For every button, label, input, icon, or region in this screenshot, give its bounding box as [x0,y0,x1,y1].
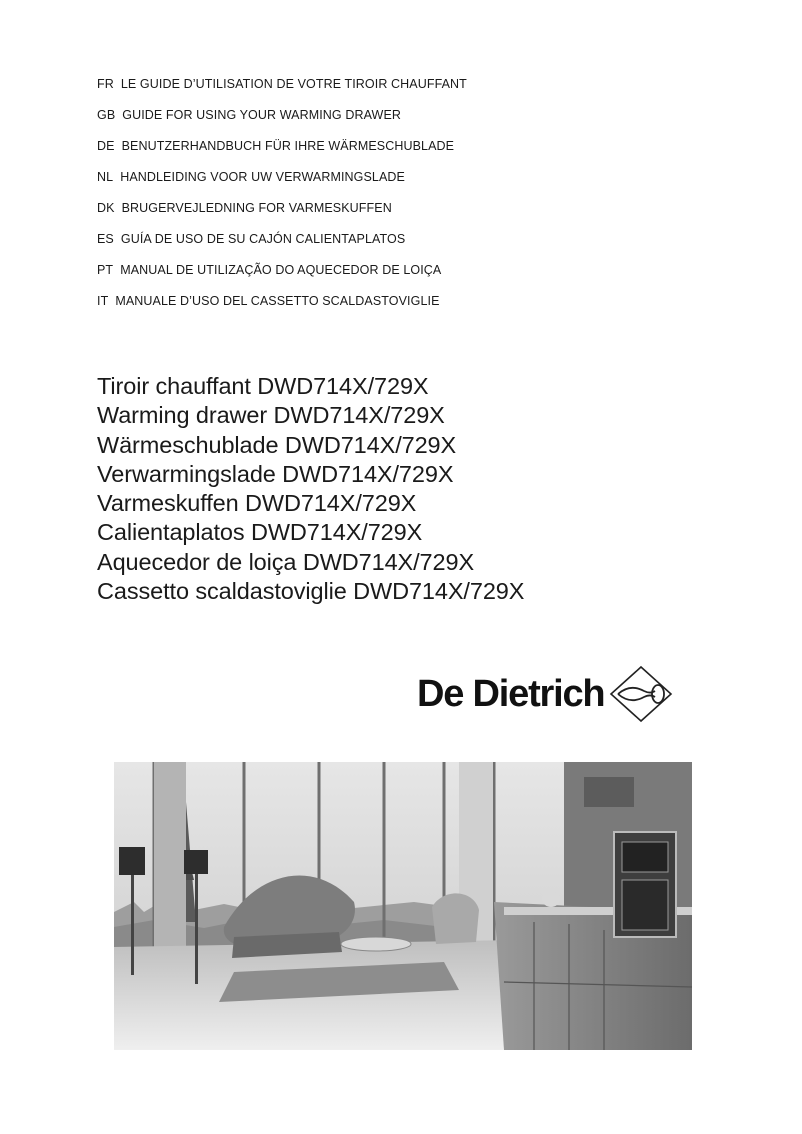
brand-logo [417,664,674,724]
guide-lang-code: ES [97,232,114,246]
brand-name: De Dietrich [417,673,605,715]
guide-lang-code: PT [97,263,114,277]
product-title-de: Wärmeschublade DWD714X/729X [97,431,457,458]
product-title-gb: Warming drawer DWD714X/729X [97,402,445,429]
guide-item-it [97,294,467,309]
guide-lang-code: FR [97,77,114,91]
product-title-dk: Varmeskuffen DWD714X/729X [97,490,417,517]
guide-text: GUÍA DE USO DE SU CAJÓN CALIENTAPLATOS [120,232,406,246]
guide-item-dk [97,201,467,216]
guide-lang-code: NL [97,170,114,184]
guide-lang-code: IT [97,294,109,308]
product-title-fr: Tiroir chauffant DWD714X/729X [97,373,429,399]
guide-lang-code: DE [97,139,115,153]
guide-text: MANUAL DE UTILIZAÇÃO DO AQUECEDOR DE LOIÇA [120,263,442,277]
product-title-es: Calientaplatos DWD714X/729X [97,519,423,546]
guide-text: LE GUIDE D’UTILISATION DE VOTRE TIROIR CHAUFFANT [120,77,467,91]
guide-item-nl [97,170,467,185]
product-title-nl: Verwarmingslade DWD714X/729X [97,460,454,487]
guide-lang-code: DK [97,201,115,215]
guide-text: MANUALE D’USO DEL CASSETTO SCALDASTOVIGLIE [115,294,440,308]
product-title-it: Cassetto scaldastoviglie DWD714X/729X [97,578,525,605]
guide-item-es [97,232,467,247]
guide-text: HANDLEIDING VOOR UW VERWARMINGSLADE [120,170,405,184]
kitchen-living-room-photo [114,762,692,1050]
guide-text: GUIDE FOR USING YOUR WARMING DRAWER [122,108,402,122]
guide-item-pt [97,263,467,278]
guide-item-de [97,139,467,154]
guide-item-gb [97,108,467,123]
product-title-list [97,372,524,606]
photo-illustration [114,762,692,1050]
guide-text: BRUGERVEJLEDNING FOR VARMESKUFFEN [121,201,392,215]
horn-diamond-icon [608,664,674,724]
product-title-pt: Aquecedor de loiça DWD714X/729X [97,548,475,575]
guide-language-list [97,77,467,325]
guide-text: BENUTZERHANDBUCH FÜR IHRE WÄRMESCHUBLADE [121,139,455,153]
guide-lang-code: GB [97,108,116,122]
guide-item-fr [97,77,467,92]
